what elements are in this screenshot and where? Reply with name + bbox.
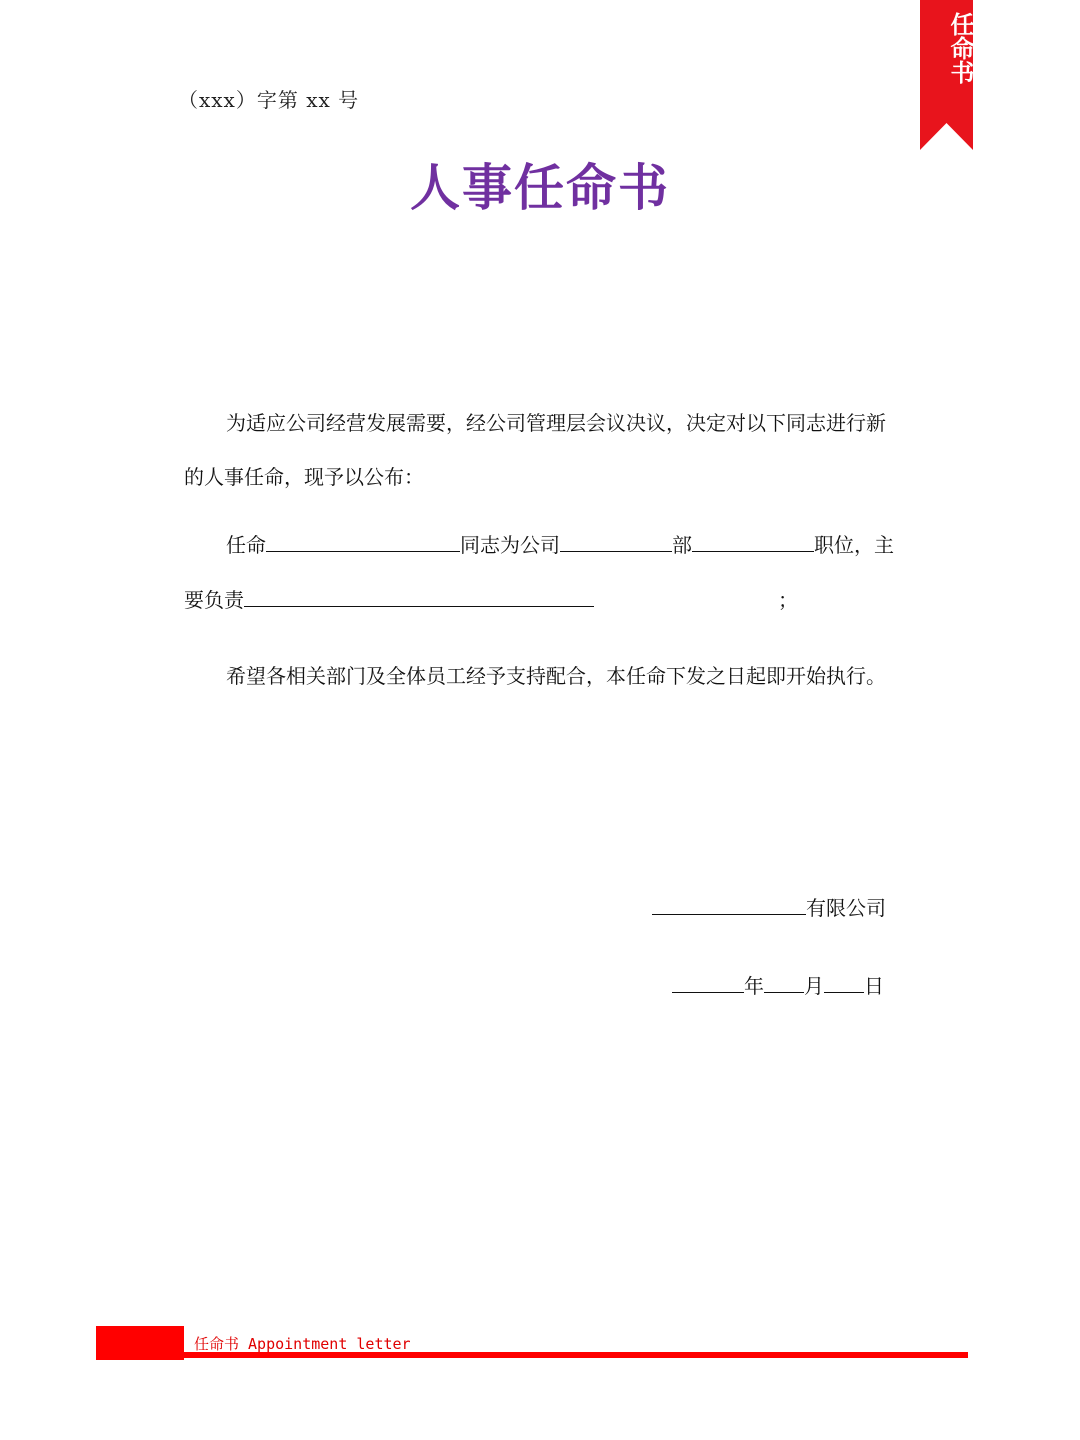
footer-label: 任命书 Appointment letter [194, 1335, 411, 1353]
appointment-line [226, 529, 894, 558]
duty-blank[interactable] [244, 584, 594, 607]
department-blank[interactable] [560, 529, 672, 552]
position-blank[interactable] [692, 529, 814, 552]
appoint-mid2: 部 [672, 533, 692, 557]
company-suffix: 有限公司 [806, 896, 886, 920]
signature-date [672, 970, 884, 999]
month-label: 月 [804, 974, 824, 998]
appoint-prefix: 任命 [226, 533, 266, 557]
year-blank[interactable] [672, 970, 744, 993]
page-title: 人事任命书 [410, 159, 670, 217]
company-signature [652, 892, 886, 921]
company-name-blank[interactable] [652, 892, 806, 915]
day-label: 日 [864, 974, 884, 998]
appoint-mid1: 同志为公司 [460, 533, 560, 557]
closing-paragraph: 希望各相关部门及全体员工经予支持配合，本任命下发之日起即开始执行。 [226, 664, 886, 688]
duty-prefix: 要负责 [184, 588, 244, 612]
name-blank[interactable] [266, 529, 460, 552]
appoint-suffix: 职位，主 [814, 533, 894, 557]
day-blank[interactable] [824, 970, 864, 993]
ribbon-label: 任命书 [946, 12, 974, 84]
intro-paragraph: 为适应公司经营发展需要，经公司管理层会议决议，决定对以下同志进行新的人事任命，现予以公布： [184, 411, 886, 489]
ribbon-bookmark [920, 0, 973, 150]
month-blank[interactable] [764, 970, 804, 993]
year-label: 年 [744, 974, 764, 998]
duty-line [184, 584, 798, 613]
document-number: （xxx）字第 xx 号 [178, 88, 360, 112]
duty-end: ； [778, 588, 798, 612]
